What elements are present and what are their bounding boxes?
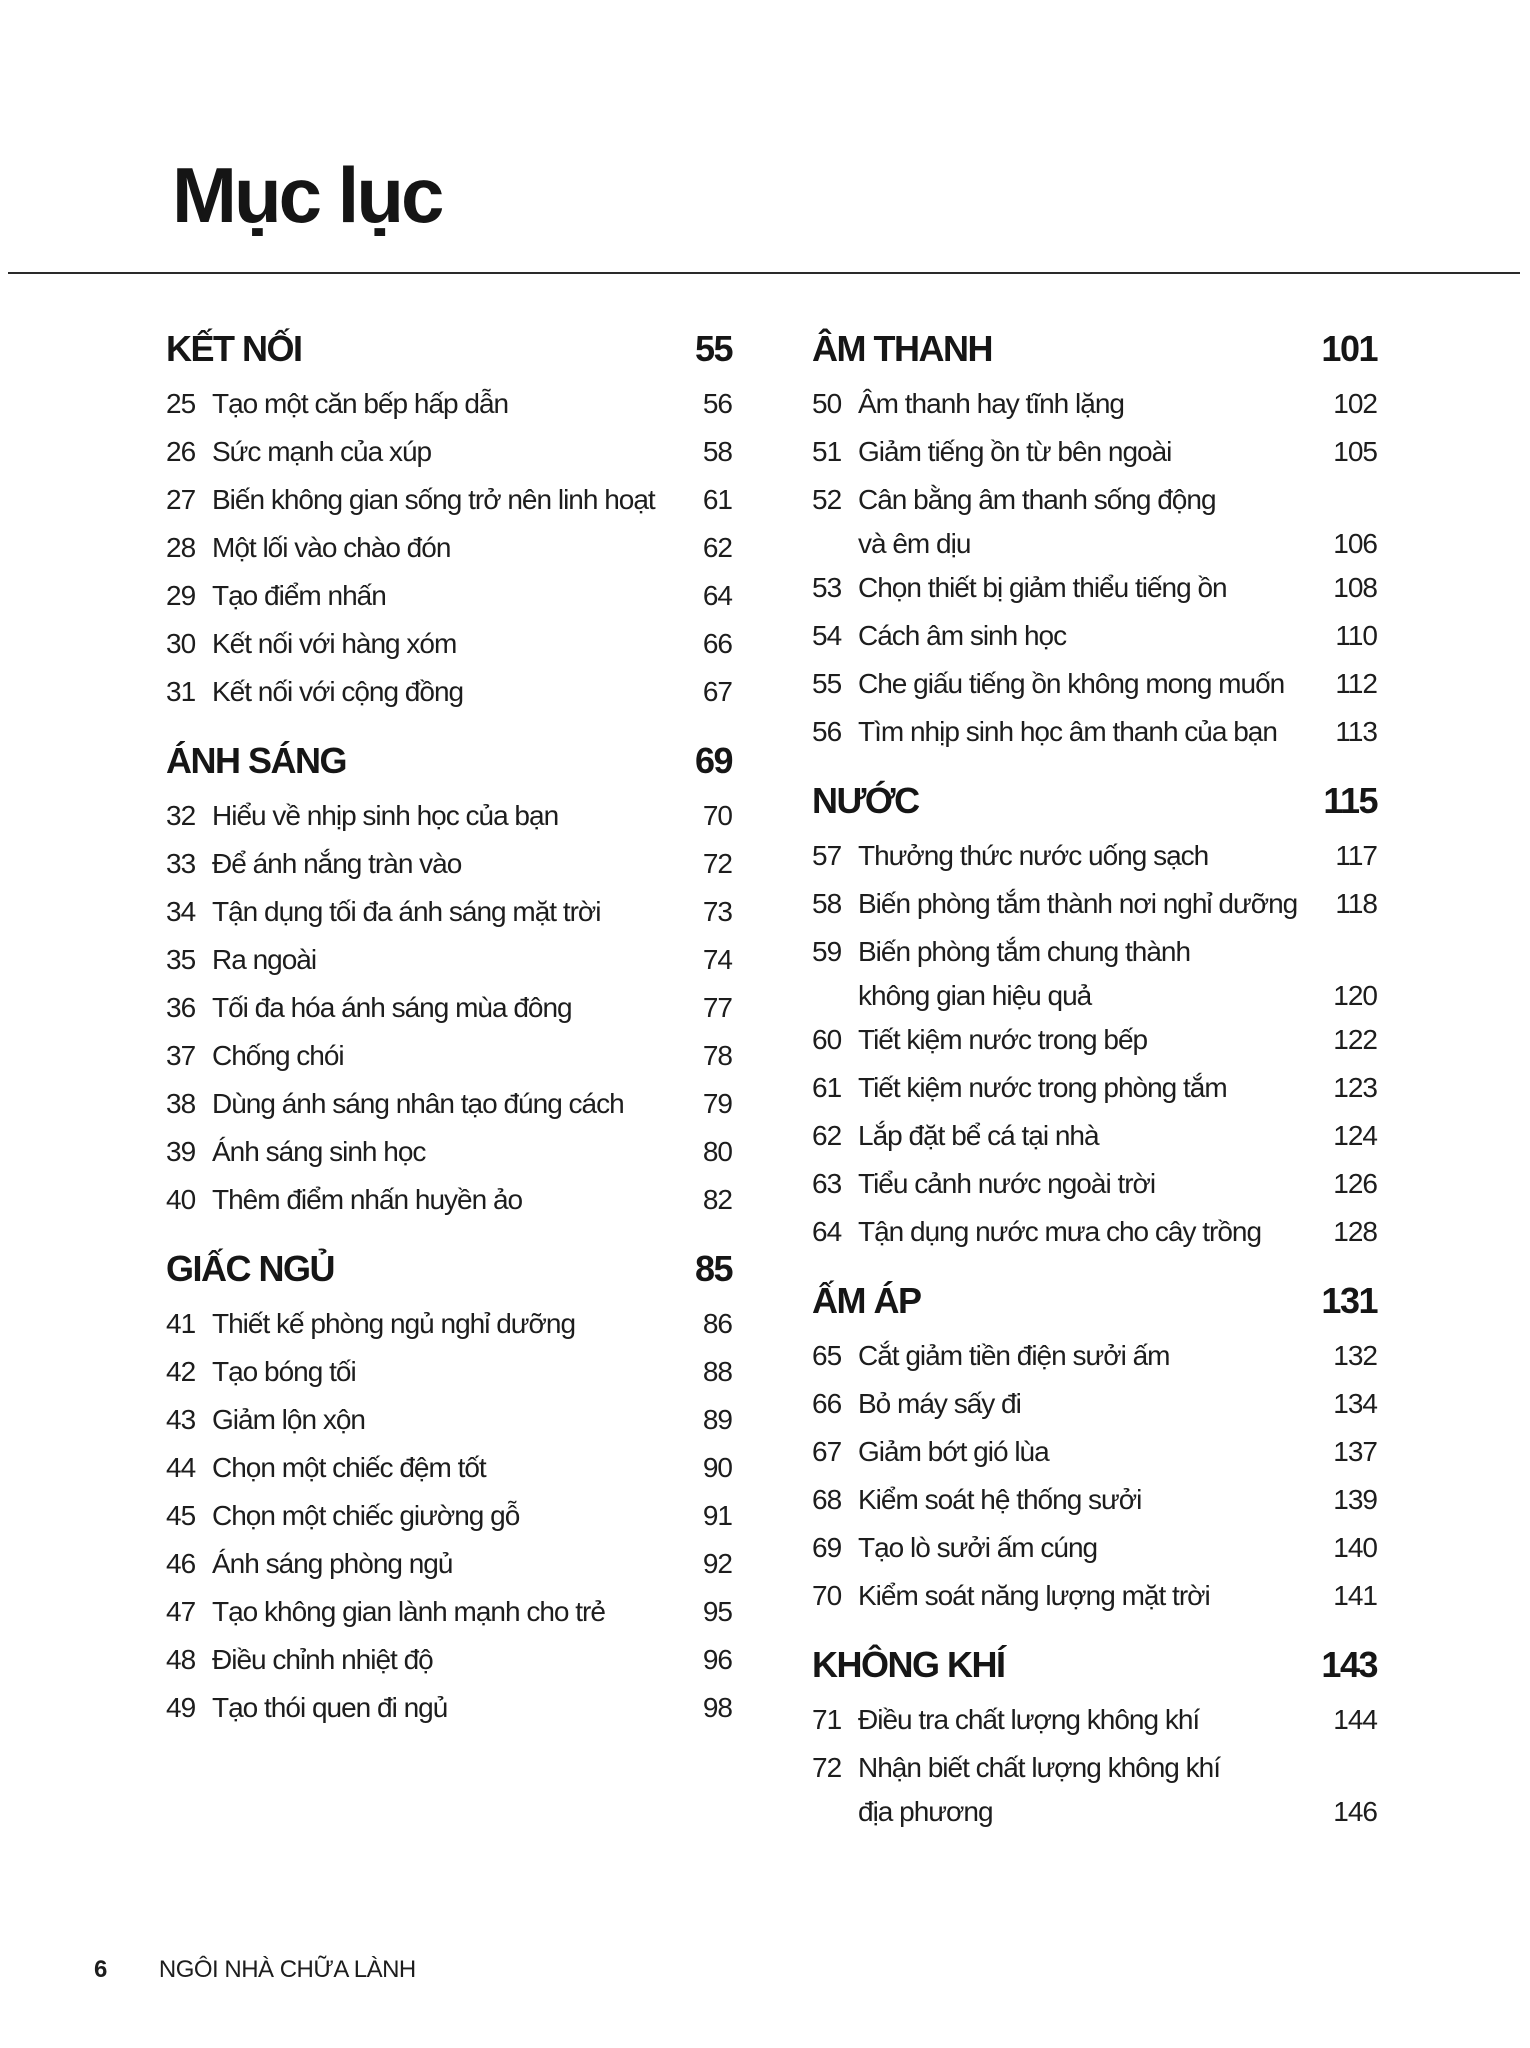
- entry-title: Âm thanh hay tĩnh lặng: [858, 388, 1124, 419]
- section-title: ÁNH SÁNG: [166, 740, 347, 781]
- entry-title: Điều chỉnh nhiệt độ: [212, 1644, 433, 1675]
- entry-number: 54: [812, 620, 842, 651]
- section-title: ẤM ÁP: [812, 1280, 921, 1321]
- section-heading[interactable]: [812, 1280, 1377, 1334]
- entry-number: 47: [166, 1596, 196, 1627]
- entry-number: 59: [812, 936, 842, 967]
- toc-section: [166, 740, 732, 1226]
- entry-page: 140: [1333, 1532, 1377, 1563]
- entry-number: 52: [812, 484, 842, 515]
- entry-page: 120: [1333, 980, 1377, 1011]
- entry-page: 96: [702, 1644, 732, 1675]
- entry-page: 124: [1333, 1120, 1377, 1151]
- entry-title-line2-row: [858, 974, 1377, 1018]
- section-title: KHÔNG KHÍ: [812, 1644, 1005, 1685]
- section-title: ÂM THANH: [812, 328, 992, 369]
- toc-entry[interactable]: [166, 574, 732, 622]
- toc-entry[interactable]: [812, 1698, 1377, 1746]
- entry-page: 117: [1335, 840, 1377, 871]
- toc-entry[interactable]: [812, 1746, 1377, 1834]
- entry-page: 92: [702, 1548, 732, 1579]
- entry-number: 26: [166, 436, 196, 467]
- entry-page: 70: [702, 800, 732, 831]
- toc-entry[interactable]: [166, 794, 732, 842]
- page-title: Mục lục: [172, 151, 442, 239]
- entry-title: Giảm lộn xộn: [212, 1404, 365, 1435]
- entry-page: 95: [702, 1596, 732, 1627]
- entry-title: Chọn một chiếc đệm tốt: [212, 1452, 486, 1483]
- toc-entry[interactable]: [812, 1162, 1377, 1210]
- entry-body: [858, 1746, 1377, 1834]
- toc-entry[interactable]: [812, 1526, 1377, 1574]
- section-heading[interactable]: [166, 328, 732, 382]
- section-heading[interactable]: [812, 780, 1377, 834]
- entry-title: Bỏ máy sấy đi: [858, 1388, 1021, 1419]
- entry-title-line2: không gian hiệu quả: [858, 980, 1092, 1011]
- entry-page: 144: [1333, 1704, 1377, 1735]
- toc-entry[interactable]: [812, 1430, 1377, 1478]
- section-page: 85: [694, 1248, 732, 1289]
- entry-title: Kết nối với cộng đồng: [212, 676, 464, 707]
- entry-title: Dùng ánh sáng nhân tạo đúng cách: [212, 1088, 624, 1119]
- toc-entry[interactable]: [812, 614, 1377, 662]
- entry-page: 105: [1333, 436, 1377, 467]
- entry-number: 35: [166, 944, 196, 975]
- entry-title: Cách âm sinh học: [858, 620, 1067, 651]
- toc-entry[interactable]: [812, 882, 1377, 930]
- toc-entry[interactable]: [812, 930, 1377, 1018]
- entry-page: 77: [702, 992, 732, 1023]
- entry-number: 44: [166, 1452, 196, 1483]
- entry-page: 80: [702, 1136, 732, 1167]
- toc-entry[interactable]: [166, 526, 732, 574]
- section-page: 69: [694, 740, 732, 781]
- toc-entry[interactable]: [812, 1574, 1377, 1622]
- section-page: 55: [694, 328, 732, 369]
- section-heading[interactable]: [812, 1644, 1377, 1698]
- toc-entry[interactable]: [166, 1130, 732, 1178]
- entry-number: 43: [166, 1404, 196, 1435]
- entry-title: Thêm điểm nhấn huyền ảo: [212, 1184, 523, 1215]
- entry-page: 132: [1333, 1340, 1377, 1371]
- section-heading[interactable]: [812, 328, 1377, 382]
- footer-page-number: 6: [94, 1956, 107, 1983]
- entry-number: 72: [812, 1752, 842, 1783]
- toc-entry[interactable]: [166, 1494, 732, 1542]
- toc-entry[interactable]: [166, 1638, 732, 1686]
- entry-title: Giảm tiếng ồn từ bên ngoài: [858, 436, 1172, 467]
- entry-number: 50: [812, 388, 842, 419]
- section-page: 131: [1321, 1280, 1377, 1321]
- entry-page: 62: [702, 532, 732, 563]
- toc-entry[interactable]: [166, 1398, 732, 1446]
- entry-number: 57: [812, 840, 842, 871]
- entry-number: 38: [166, 1088, 196, 1119]
- entry-page: 64: [702, 580, 732, 611]
- entry-page: 61: [702, 484, 732, 515]
- toc-section: [812, 1280, 1377, 1622]
- toc-entry[interactable]: [166, 1082, 732, 1130]
- entry-title: Tiểu cảnh nước ngoài trời: [858, 1168, 1156, 1199]
- entry-title: Để ánh nắng tràn vào: [212, 848, 462, 879]
- entry-number: 29: [166, 580, 196, 611]
- entry-number: 71: [812, 1704, 842, 1735]
- entry-title: Tìm nhịp sinh học âm thanh của bạn: [858, 716, 1277, 747]
- section-page: 143: [1321, 1644, 1377, 1685]
- toc-column-right: [812, 328, 1377, 1856]
- entry-title: Nhận biết chất lượng không khí: [858, 1752, 1221, 1783]
- entry-number: 55: [812, 668, 842, 699]
- entry-number: 61: [812, 1072, 842, 1103]
- entry-title: Điều tra chất lượng không khí: [858, 1704, 1200, 1735]
- entry-page: 90: [702, 1452, 732, 1483]
- entry-number: 33: [166, 848, 196, 879]
- entry-page: 122: [1333, 1024, 1377, 1055]
- entry-page: 118: [1335, 888, 1377, 919]
- entry-title: Chọn một chiếc giường gỗ: [212, 1500, 520, 1531]
- toc-entry[interactable]: [812, 430, 1377, 478]
- entry-number: 65: [812, 1340, 842, 1371]
- entry-number: 66: [812, 1388, 842, 1419]
- entry-title: Một lối vào chào đón: [212, 532, 451, 563]
- entry-body: [858, 478, 1377, 566]
- entry-number: 56: [812, 716, 842, 747]
- entry-title-line2-row: [858, 522, 1377, 566]
- entry-page: 78: [702, 1040, 732, 1071]
- entry-page: 106: [1333, 528, 1377, 559]
- entry-page: 146: [1333, 1796, 1377, 1827]
- entry-number: 36: [166, 992, 196, 1023]
- entry-number: 58: [812, 888, 842, 919]
- entry-title: Biến phòng tắm chung thành: [858, 936, 1191, 967]
- entry-title: Tạo bóng tối: [212, 1356, 356, 1387]
- entry-page: 110: [1335, 620, 1377, 651]
- toc-entry[interactable]: [166, 430, 732, 478]
- entry-number: 32: [166, 800, 196, 831]
- toc-column-left: [166, 328, 732, 1756]
- entry-title: Tạo điểm nhấn: [212, 580, 386, 611]
- entry-page: 86: [702, 1308, 732, 1339]
- toc-entry[interactable]: [166, 622, 732, 670]
- entry-number: 67: [812, 1436, 842, 1467]
- entry-number: 25: [166, 388, 196, 419]
- toc-entry[interactable]: [166, 1302, 732, 1350]
- entry-title-line2: và êm dịu: [858, 528, 971, 559]
- entry-page: 66: [702, 628, 732, 659]
- entry-number: 27: [166, 484, 196, 515]
- entry-page: 58: [702, 436, 732, 467]
- toc-entry[interactable]: [812, 710, 1377, 758]
- entry-page: 134: [1333, 1388, 1377, 1419]
- entry-page: 102: [1333, 388, 1377, 419]
- toc-entry[interactable]: [812, 478, 1377, 566]
- entry-page: 88: [702, 1356, 732, 1387]
- toc-entry[interactable]: [166, 1686, 732, 1734]
- entry-title: Tận dụng tối đa ánh sáng mặt trời: [212, 896, 601, 927]
- entry-title: Tạo không gian lành mạnh cho trẻ: [212, 1596, 605, 1627]
- toc-entry[interactable]: [812, 382, 1377, 430]
- entry-number: 40: [166, 1184, 196, 1215]
- entry-page: 113: [1335, 716, 1377, 747]
- toc-entry[interactable]: [812, 566, 1377, 614]
- toc-entry[interactable]: [166, 1590, 732, 1638]
- entry-number: 62: [812, 1120, 842, 1151]
- entry-page: 98: [702, 1692, 732, 1723]
- toc-section: [812, 328, 1377, 758]
- toc-entry[interactable]: [812, 834, 1377, 882]
- entry-title: Tiết kiệm nước trong phòng tắm: [858, 1072, 1227, 1103]
- entry-page: 74: [702, 944, 732, 975]
- entry-number: 53: [812, 572, 842, 603]
- section-heading[interactable]: [166, 740, 732, 794]
- toc-section: [812, 1644, 1377, 1834]
- entry-title: Tiết kiệm nước trong bếp: [858, 1024, 1148, 1055]
- toc-entry[interactable]: [166, 1350, 732, 1398]
- toc-section: [812, 780, 1377, 1258]
- entry-title: Chống chói: [212, 1040, 344, 1071]
- toc-entry[interactable]: [812, 1066, 1377, 1114]
- toc-entry[interactable]: [166, 986, 732, 1034]
- toc-entry[interactable]: [812, 1210, 1377, 1258]
- entry-page: 128: [1333, 1216, 1377, 1247]
- entry-title: Che giấu tiếng ồn không mong muốn: [858, 668, 1285, 699]
- toc-entry[interactable]: [166, 1542, 732, 1590]
- entry-number: 30: [166, 628, 196, 659]
- toc-entry[interactable]: [812, 1334, 1377, 1382]
- toc-entry[interactable]: [166, 670, 732, 718]
- toc-entry[interactable]: [166, 1034, 732, 1082]
- entry-title: Cắt giảm tiền điện sưởi ấm: [858, 1340, 1170, 1371]
- entry-number: 37: [166, 1040, 196, 1071]
- entry-number: 69: [812, 1532, 842, 1563]
- toc-entry[interactable]: [812, 1114, 1377, 1162]
- entry-title-line2-row: [858, 1790, 1377, 1834]
- entry-title: Tạo một căn bếp hấp dẫn: [212, 388, 509, 419]
- entry-number: 49: [166, 1692, 196, 1723]
- entry-number: 31: [166, 676, 196, 707]
- entry-title: Ánh sáng phòng ngủ: [212, 1548, 453, 1579]
- entry-number: 64: [812, 1216, 842, 1247]
- entry-title: Kết nối với hàng xóm: [212, 628, 457, 659]
- entry-title: Kiểm soát hệ thống sưởi: [858, 1484, 1142, 1515]
- toc-entry[interactable]: [166, 938, 732, 986]
- toc-entry[interactable]: [166, 890, 732, 938]
- toc-entry[interactable]: [166, 1446, 732, 1494]
- entry-number: 63: [812, 1168, 842, 1199]
- entry-number: 60: [812, 1024, 842, 1055]
- entry-page: 108: [1333, 572, 1377, 603]
- entry-title: Tối đa hóa ánh sáng mùa đông: [212, 992, 572, 1023]
- entry-title: Tạo lò sưởi ấm cúng: [858, 1532, 1098, 1563]
- entry-page: 137: [1333, 1436, 1377, 1467]
- entry-title: Biến không gian sống trở nên linh hoạt: [212, 484, 655, 515]
- entry-number: 28: [166, 532, 196, 563]
- entry-title-line2: địa phương: [858, 1796, 993, 1827]
- toc-entry[interactable]: [812, 1018, 1377, 1066]
- toc-entry[interactable]: [812, 1382, 1377, 1430]
- entry-body: [858, 930, 1377, 1018]
- entry-page: 91: [702, 1500, 732, 1531]
- entry-title: Lắp đặt bể cá tại nhà: [858, 1120, 1099, 1151]
- entry-number: 39: [166, 1136, 196, 1167]
- section-title: NƯỚC: [812, 780, 919, 821]
- toc-entry[interactable]: [166, 478, 732, 526]
- toc-section: [166, 328, 732, 718]
- title-divider: [8, 272, 1520, 274]
- section-page: 101: [1321, 328, 1377, 369]
- footer-book-title: NGÔI NHÀ CHỮA LÀNH: [158, 1956, 416, 1983]
- toc-entry[interactable]: [166, 382, 732, 430]
- entry-page: 72: [702, 848, 732, 879]
- entry-page: 126: [1333, 1168, 1377, 1199]
- toc-entry[interactable]: [812, 1478, 1377, 1526]
- entry-page: 89: [702, 1404, 732, 1435]
- entry-title: Thưởng thức nước uống sạch: [858, 840, 1209, 871]
- entry-title: Ánh sáng sinh học: [212, 1136, 426, 1167]
- entry-number: 70: [812, 1580, 842, 1611]
- page-footer: [94, 1956, 416, 1984]
- entry-number: 46: [166, 1548, 196, 1579]
- entry-number: 42: [166, 1356, 196, 1387]
- entry-page: 112: [1335, 668, 1377, 699]
- entry-number: 68: [812, 1484, 842, 1515]
- entry-title: Tận dụng nước mưa cho cây trồng: [858, 1216, 1262, 1247]
- entry-title: Tạo thói quen đi ngủ: [212, 1692, 448, 1723]
- entry-title: Biến phòng tắm thành nơi nghỉ dưỡng: [858, 888, 1298, 919]
- entry-number: 51: [812, 436, 842, 467]
- entry-title: Chọn thiết bị giảm thiểu tiếng ồn: [858, 572, 1227, 603]
- section-title: GIẤC NGỦ: [166, 1248, 334, 1289]
- entry-title: Hiểu về nhịp sinh học của bạn: [212, 800, 559, 831]
- section-title: KẾT NỐI: [166, 328, 302, 369]
- entry-page: 82: [702, 1184, 732, 1215]
- entry-number: 41: [166, 1308, 196, 1339]
- entry-title: Sức mạnh của xúp: [212, 436, 432, 467]
- section-page: 115: [1323, 780, 1377, 821]
- entry-page: 67: [702, 676, 732, 707]
- entry-number: 34: [166, 896, 196, 927]
- entry-page: 73: [702, 896, 732, 927]
- entry-title: Giảm bớt gió lùa: [858, 1436, 1049, 1467]
- entry-page: 123: [1333, 1072, 1377, 1103]
- toc-entry[interactable]: [166, 842, 732, 890]
- toc-entry[interactable]: [812, 662, 1377, 710]
- entry-page: 56: [702, 388, 732, 419]
- toc-entry[interactable]: [166, 1178, 732, 1226]
- entry-page: 79: [702, 1088, 732, 1119]
- entry-title: Thiết kế phòng ngủ nghỉ dưỡng: [212, 1308, 576, 1339]
- entry-title: Ra ngoài: [212, 944, 317, 975]
- section-heading[interactable]: [166, 1248, 732, 1302]
- toc-section: [166, 1248, 732, 1734]
- entry-title: Cân bằng âm thanh sống động: [858, 484, 1216, 515]
- entry-number: 48: [166, 1644, 196, 1675]
- entry-page: 141: [1333, 1580, 1377, 1611]
- entry-title: Kiểm soát năng lượng mặt trời: [858, 1580, 1210, 1611]
- entry-number: 45: [166, 1500, 196, 1531]
- entry-page: 139: [1333, 1484, 1377, 1515]
